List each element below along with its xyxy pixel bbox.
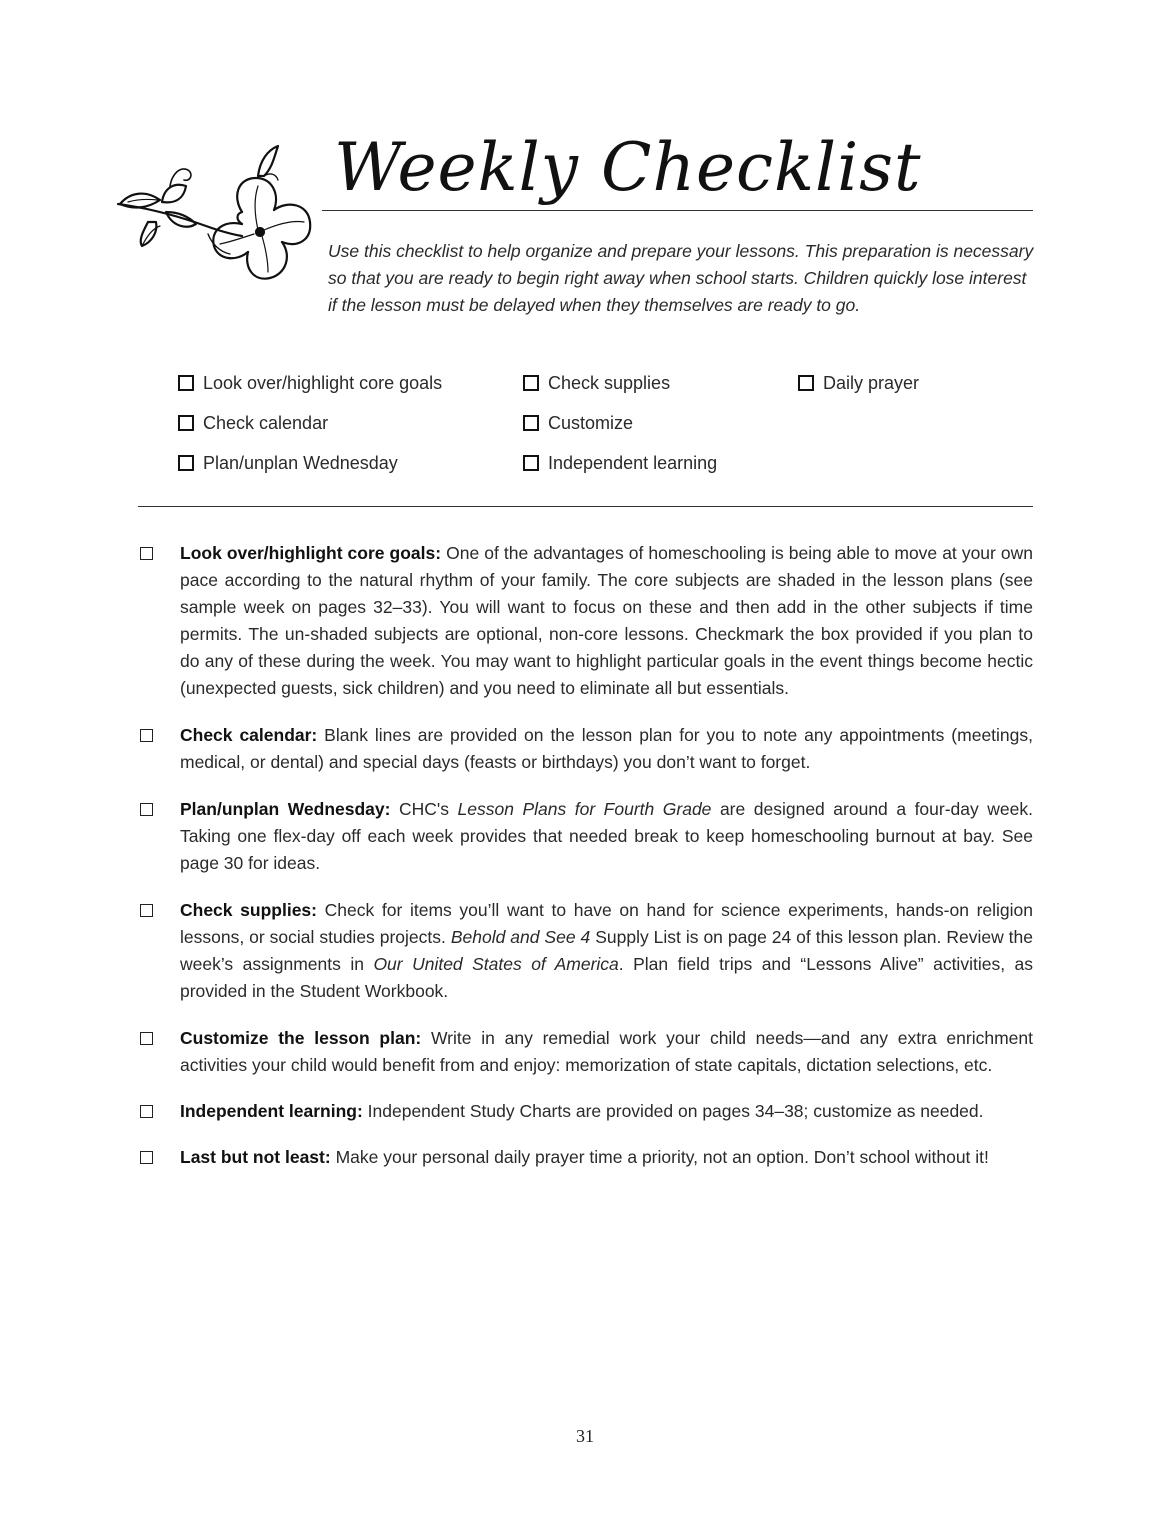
detail-text <box>180 722 1033 776</box>
detail-text <box>180 1098 1033 1125</box>
summary-item-supplies[interactable] <box>523 368 670 398</box>
detail-lead: Customize the lesson plan: <box>180 1028 422 1048</box>
page-title: Weekly Checklist <box>334 129 922 206</box>
checkbox-icon[interactable] <box>523 415 539 431</box>
detail-text <box>180 1144 1033 1171</box>
book-title: Our United States of America <box>373 954 619 974</box>
checkbox-icon[interactable] <box>140 547 153 560</box>
summary-item-prayer[interactable] <box>798 368 919 398</box>
detail-text <box>180 897 1033 1005</box>
checkbox-icon[interactable] <box>523 375 539 391</box>
summary-item-label: Plan/unplan Wednesday <box>203 453 398 473</box>
checkbox-icon[interactable] <box>523 455 539 471</box>
detail-lead: Independent learning: <box>180 1101 363 1121</box>
summary-item-label: Independent learning <box>548 453 718 473</box>
intro-paragraph: Use this checklist to help organize and prepare your lessons. This preparation is necessary so that you are ready to begin right away when school starts. Children quickly lose interest if the lesson must be delayed when they themselves are ready to go. <box>328 241 1034 315</box>
summary-item-label: Daily prayer <box>823 373 920 393</box>
detail-body: CHC's <box>390 799 458 819</box>
detail-body: Blank lines are provided on the lesson plan for you to note any appointments (meetings, medical, or dental) and special days (feasts or birthdays) you don’t want to forget. <box>180 725 1034 772</box>
detail-body: Write in any remedial work your child needs—and any extra enrichment activities your child would benefit from and enjoy: memorization of state capitals, dictation selections, etc. <box>180 1028 1033 1075</box>
detail-item-calendar <box>138 722 1033 776</box>
detailed-checklist <box>138 540 1033 1171</box>
checkbox-icon[interactable] <box>140 1151 153 1164</box>
section-divider <box>138 506 1033 507</box>
summary-item-label: Customize <box>548 413 634 433</box>
summary-item-label: Look over/highlight core goals <box>203 373 443 393</box>
detail-body: Check for items you’ll want to have on hand for science experiments, hands-on religion lessons, or social studies projects. <box>180 900 1033 947</box>
detail-item-core-goals <box>138 540 1033 702</box>
checkbox-icon[interactable] <box>178 415 194 431</box>
detail-lead: Look over/highlight core goals: <box>180 543 442 563</box>
summary-item-core-goals[interactable] <box>178 368 442 398</box>
detail-lead: Check supplies: <box>180 900 317 920</box>
title-underline <box>322 210 1033 211</box>
checkbox-icon[interactable] <box>798 375 814 391</box>
summary-item-label: Check supplies <box>548 373 671 393</box>
detail-lead: Last but not least: <box>180 1147 331 1167</box>
detail-lead: Plan/unplan Wednesday: <box>180 799 391 819</box>
summary-item-calendar[interactable] <box>178 408 328 438</box>
summary-item-independent[interactable] <box>523 448 717 478</box>
summary-item-wednesday[interactable] <box>178 448 398 478</box>
flower-icon <box>108 142 320 294</box>
checkbox-icon[interactable] <box>140 803 153 816</box>
book-title: Lesson Plans for Fourth Grade <box>457 799 712 819</box>
checkbox-icon[interactable] <box>178 455 194 471</box>
detail-text <box>180 1025 1033 1079</box>
detail-body: are designed around a four-day week. Taking one flex-day off each week provides that needed break to keep homeschooling burnout at bay. See page 30 for ideas. <box>180 799 1033 873</box>
detail-text <box>180 540 1033 702</box>
detail-body: Independent Study Charts are provided on pages 34–38; customize as needed. <box>362 1101 984 1121</box>
detail-body: Make your personal daily prayer time a priority, not an option. Don’t school without it! <box>330 1147 989 1167</box>
detail-body: One of the advantages of homeschooling is being able to move at your own pace according to the natural rhythm of your family. The core subjects are shaded in the lesson plans (see sample week on pages 32–33). You will want to focus on these and then add in the other subjects if time permits. The un-shaded subjects are optional, non-core lessons. Checkmark the box provided if you plan to do any of these during the week. You may want to highlight particular goals in the event things become hectic (unexpected guests, sick children) and you need to eliminate all but essentials. <box>180 543 1034 698</box>
detail-text <box>180 796 1033 877</box>
checkbox-icon[interactable] <box>140 1032 153 1045</box>
page-number: 31 <box>576 1426 594 1446</box>
checkbox-icon[interactable] <box>140 729 153 742</box>
checkbox-icon[interactable] <box>178 375 194 391</box>
detail-body: Supply List is on page 24 of this lesson plan. Review the week’s assignments in <box>180 927 1033 974</box>
detail-item-last <box>138 1144 1033 1171</box>
detail-body: . Plan field trips and “Lessons Alive” activities, as provided in the Student Workbook. <box>180 954 1034 1001</box>
detail-item-wednesday <box>138 796 1033 877</box>
summary-checklist <box>178 368 978 488</box>
detail-item-customize <box>138 1025 1033 1079</box>
detail-item-supplies <box>138 897 1033 1005</box>
book-title: Behold and See 4 <box>450 927 591 947</box>
detail-lead: Check calendar: <box>180 725 318 745</box>
detail-item-independent <box>138 1098 1033 1125</box>
summary-item-label: Check calendar <box>203 413 329 433</box>
summary-item-customize[interactable] <box>523 408 633 438</box>
checkbox-icon[interactable] <box>140 904 153 917</box>
checkbox-icon[interactable] <box>140 1105 153 1118</box>
